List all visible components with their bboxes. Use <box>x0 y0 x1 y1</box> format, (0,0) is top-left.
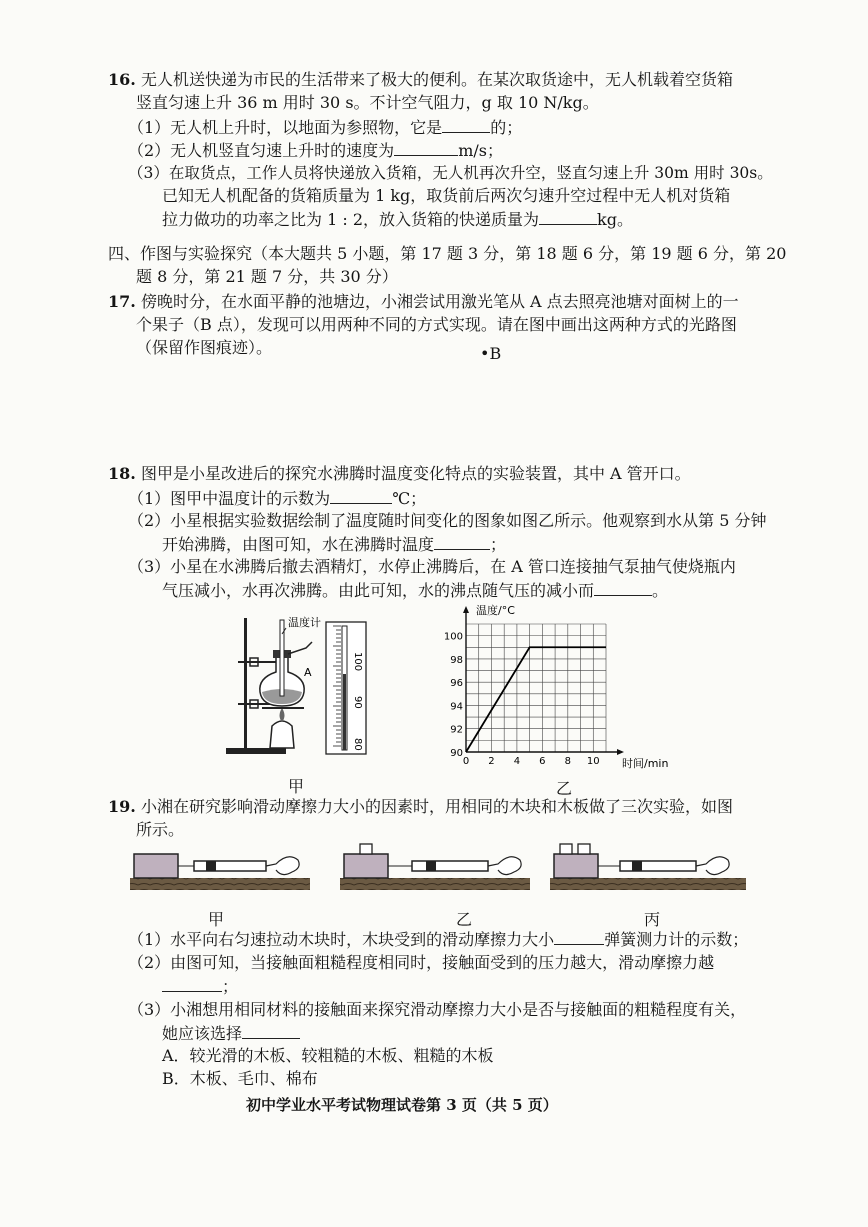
temperature-curve <box>466 647 606 752</box>
chart-grid <box>466 624 606 752</box>
q19-line2: 所示。 <box>136 820 185 839</box>
q18-part3-line1: （3）小星在水沸腾后撤去酒精灯，水停止沸腾后，在 A 管口连接抽气泵抽气使烧瓶内 <box>128 557 736 576</box>
y-tick-label: 90 <box>450 748 463 759</box>
section4-heading-1: 四、作图与实验探究（本大题共 5 小题，第 17 题 3 分，第 18 题 6 分，第 19 题 6 分，第 20 <box>108 244 787 263</box>
q16-part1: （1）无人机上升时，以地面为参照物，它是 的； <box>128 118 523 137</box>
page-footer: 初中学业水平考试物理试卷第 3 页（共 5 页） <box>246 1096 558 1114</box>
q19-blank3[interactable] <box>242 1022 300 1039</box>
q16-part3-line1: （3）在取货点，工作人员将快递放入货箱，无人机再次升空，竖直匀速上升 30m 用时 30s。 <box>128 164 773 182</box>
q18-part2-line1: （2）小星根据实验数据绘制了温度随时间变化的图象如图乙所示。他观察到水从第 5 分钟 <box>128 511 767 530</box>
chart-y-axis-label: 温度/°C <box>476 604 515 617</box>
q19-option-b: B．木板、毛巾、棉布 <box>162 1069 318 1088</box>
stand-rod <box>244 618 247 750</box>
friction-experiment-figures <box>126 834 750 900</box>
q16-part3-line3: 拉力做功的功率之比为 1 : 2，放入货箱的快递质量为 kg。 <box>162 210 633 229</box>
x-tick-label: 10 <box>586 756 600 767</box>
q19-blank2[interactable] <box>162 975 222 992</box>
hand-yi <box>488 857 521 875</box>
point-b-label: •B <box>480 344 502 363</box>
q18-part1: （1）图甲中温度计的示数为 ℃； <box>128 489 427 508</box>
q19-part3-line2: 她应该选择 <box>162 1022 300 1045</box>
fig-19-jia-caption: 甲 <box>208 910 225 929</box>
x-tick-label: 2 <box>488 756 495 767</box>
x-tick-label: 0 <box>462 756 470 767</box>
scale-80: 80 <box>352 738 363 751</box>
q17-line3: （保留作图痕迹）。 <box>136 338 273 357</box>
q19-number: 19. <box>108 797 136 816</box>
q19-part1: （1）水平向右匀速拉动木块时，木块受到的滑动摩擦力大小 弹簧测力计的示数； <box>128 930 749 949</box>
board-yi <box>340 878 530 890</box>
q18-number: 18. <box>108 464 136 483</box>
temperature-time-chart <box>440 602 720 772</box>
thermometer-label: 温度计 <box>288 616 321 629</box>
fig-19-bing-caption: 丙 <box>644 910 661 929</box>
q19-part2-line2: ； <box>162 975 238 998</box>
q16-line1 <box>108 69 733 91</box>
q17-line1: 17. 傍晚时分，在水面平静的池塘边，小湘尝试用激光笔从 A 点去照亮池塘对面树上的一 <box>108 292 739 311</box>
q16-part2: （2）无人机竖直匀速上升时的速度为 m/s； <box>128 141 503 160</box>
q18-line1: 18. 图甲是小星改进后的探究水沸腾时温度变化特点的实验装置，其中 A 管开口。 <box>108 464 691 483</box>
q16-blank1[interactable] <box>442 116 490 133</box>
q16-text-1: 无人机送快递为市民的生活带来了极大的便利。在某次取货途中，无人机载着空货箱 <box>140 70 733 89</box>
chart-x-axis-label: 时间/min <box>622 757 669 770</box>
fig-19-yi-caption: 乙 <box>456 910 473 929</box>
q18-part2-line2: 开始沸腾，由图可知，水在沸腾时温度 ； <box>162 535 507 554</box>
weight-yi <box>360 844 372 854</box>
scale-100: 100 <box>352 652 363 672</box>
a-tube <box>288 642 312 654</box>
board-bing <box>550 878 746 890</box>
alcohol-lamp <box>270 721 294 748</box>
q19-part2-line1: （2）由图可知，当接触面粗糙程度相同时，接触面受到的压力越大，滑动摩擦力越 <box>128 953 715 972</box>
section4-heading-2: 题 8 分，第 21 题 7 分，共 30 分） <box>136 267 398 286</box>
y-tick-label: 100 <box>443 631 463 643</box>
stand-base <box>226 748 286 754</box>
weight-bing-1 <box>560 844 572 854</box>
y-tick-label: 96 <box>450 678 463 690</box>
boiling-apparatus-figure <box>222 612 372 762</box>
board-jia <box>130 878 310 890</box>
chart-axes <box>463 606 624 755</box>
block-yi <box>344 854 388 878</box>
chart-ticks <box>444 632 600 767</box>
q16-part3-line2: 已知无人机配备的货箱质量为 1 kg，取货前后两次匀速升空过程中无人机对货箱 <box>162 186 731 205</box>
a-label: A <box>304 666 312 679</box>
q19-line1: 19. 小湘在研究影响滑动摩擦力大小的因素时，用相同的木块和木板做了三次实验，如图 <box>108 797 733 816</box>
x-tick-label: 6 <box>539 756 546 767</box>
y-tick-label: 94 <box>450 701 463 713</box>
fig-jia-caption: 甲 <box>288 777 305 796</box>
y-axis-arrow <box>463 606 469 613</box>
block-jia <box>134 854 178 878</box>
hand-bing <box>696 857 729 875</box>
block-bing <box>554 854 598 878</box>
q17-number: 17. <box>108 292 136 311</box>
spring-scale-yi <box>412 861 488 871</box>
q16-blank3[interactable] <box>539 208 597 225</box>
q19-blank1[interactable] <box>554 928 604 945</box>
q16-number: 16. <box>108 70 136 89</box>
fig-yi-caption: 乙 <box>556 779 573 798</box>
q19-option-a: A．较光滑的木板、较粗糙的木板、粗糙的木板 <box>162 1046 494 1065</box>
q18-blank1[interactable] <box>330 487 392 504</box>
mercury-column <box>343 674 346 750</box>
hand-jia <box>266 857 299 875</box>
scale-90: 90 <box>352 696 363 709</box>
q16-line2: 竖直匀速上升 36 m 用时 30 s。不计空气阻力，g 取 10 N/kg。 <box>136 93 599 112</box>
x-tick-label: 8 <box>564 756 572 767</box>
y-tick-label: 92 <box>450 724 463 736</box>
spring-scale-bing <box>620 861 696 871</box>
q18-part3-line2: 气压减小，水再次沸腾。由此可知，水的沸点随气压的减小而 。 <box>162 581 669 600</box>
x-tick-label: 4 <box>513 756 521 767</box>
weight-bing-2 <box>578 844 590 854</box>
q17-line2: 个果子（B 点），发现可以用两种不同的方式实现。请在图中画出这两种方式的光路图 <box>136 315 737 334</box>
q18-blank2[interactable] <box>434 533 490 550</box>
q19-part3-line1: （3）小湘想用相同材料的接触面来探究滑动摩擦力大小是否与接触面的粗糙程度有关， <box>128 1000 747 1019</box>
flame <box>280 708 285 722</box>
x-axis-arrow <box>617 749 624 755</box>
q16-blank2[interactable] <box>394 139 458 156</box>
q18-blank3[interactable] <box>594 579 652 596</box>
spring-scale-jia <box>194 861 266 871</box>
y-tick-label: 98 <box>450 654 463 666</box>
chart-series <box>466 647 606 752</box>
